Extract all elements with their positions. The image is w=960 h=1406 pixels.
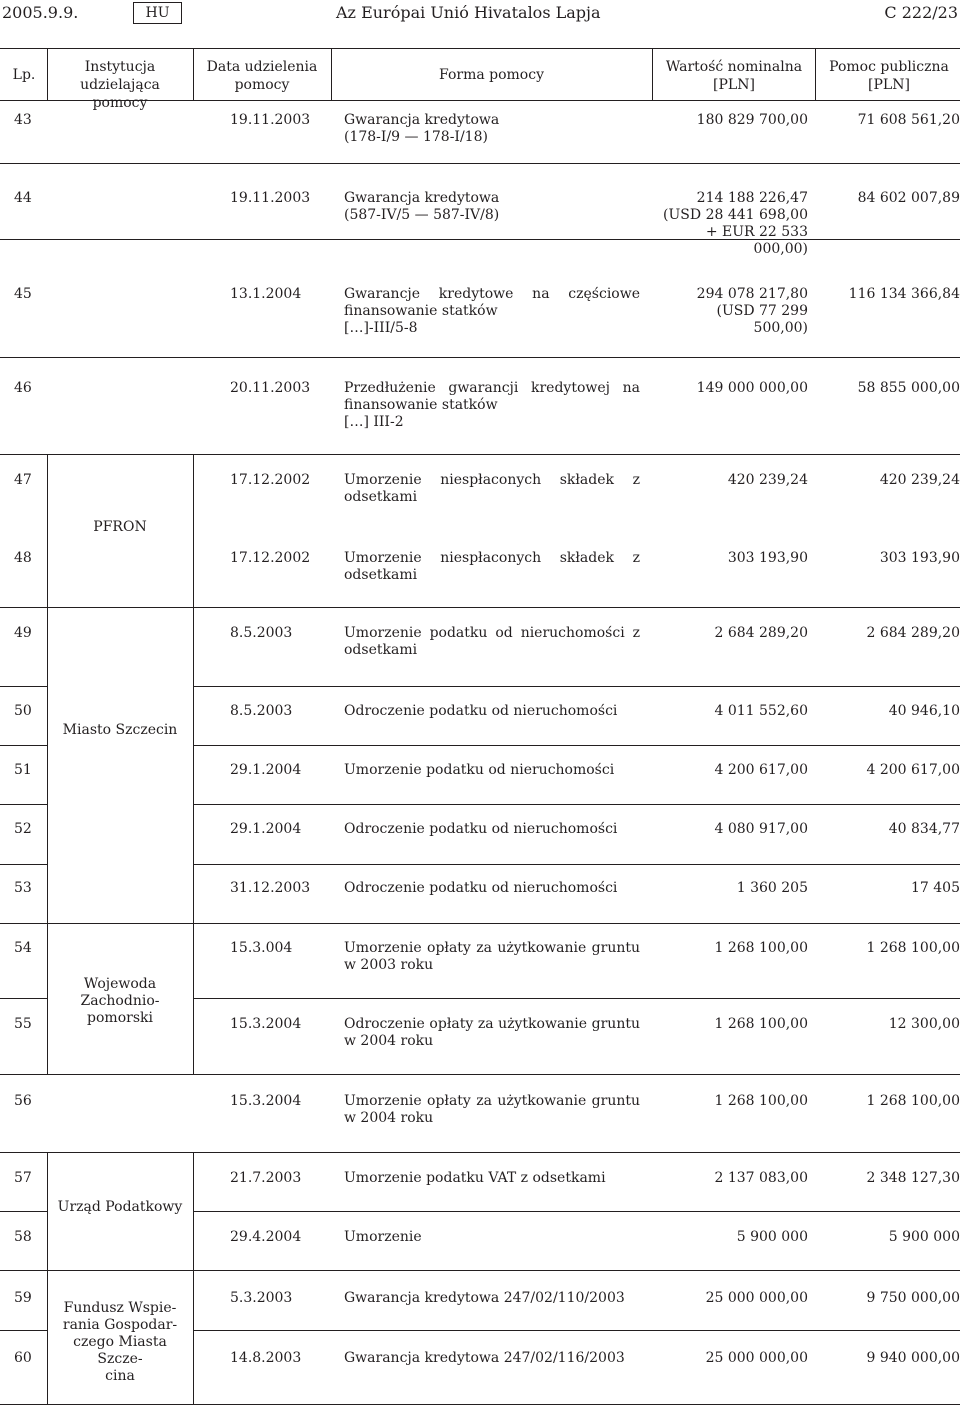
public-aid-value: 1 268 100,00 [866, 1093, 960, 1109]
column-divider [193, 924, 194, 1074]
row-separator [193, 686, 960, 687]
column-divider [193, 455, 194, 607]
column-divider [47, 1271, 48, 1404]
row-separator [0, 454, 960, 455]
row-separator [0, 864, 47, 865]
aid-form: Odroczenie opłaty za użytkowanie gruntu w 2004 roku [344, 1016, 640, 1049]
table-bottom-rule [0, 1404, 960, 1405]
grant-date: 15.3.2004 [230, 1093, 302, 1109]
row-separator [0, 239, 960, 240]
public-aid-value: 116 134 366,84 [848, 286, 960, 302]
public-aid-value: 9 750 000,00 [866, 1290, 960, 1306]
grant-date: 31.12.2003 [230, 880, 311, 896]
row-number: 47 [14, 472, 32, 488]
public-aid-value: 2 348 127,30 [866, 1170, 960, 1186]
column-divider [193, 608, 194, 923]
row-separator [0, 1330, 47, 1331]
nominal-value: 420 239,24 [727, 472, 808, 488]
column-divider [47, 924, 48, 1074]
journal-title: Az Európai Unió Hivatalos Lapja [336, 3, 601, 22]
institution-name: Wojewoda Zachodnio- pomorski [80, 976, 160, 1026]
nominal-value: 180 829 700,00 [696, 112, 808, 128]
column-header-lp: Lp. [12, 67, 36, 83]
column-divider [47, 608, 48, 923]
aid-form: Umorzenie niespłaconych składek z odsetkami [344, 472, 640, 505]
grant-date: 15.3.004 [230, 940, 293, 956]
public-aid-value: 2 684 289,20 [866, 625, 960, 641]
aid-form: Odroczenie podatku od nieruchomości [344, 703, 618, 719]
column-divider [815, 49, 816, 100]
row-separator [0, 163, 960, 164]
grant-date: 8.5.2003 [230, 625, 293, 641]
row-number: 50 [14, 703, 32, 719]
grant-date: 29.1.2004 [230, 821, 302, 837]
row-separator [0, 1152, 960, 1153]
grant-date: 29.4.2004 [230, 1229, 302, 1245]
row-separator [0, 1211, 47, 1212]
public-aid-value: 40 834,77 [888, 821, 960, 837]
public-aid-value: 84 602 007,89 [857, 190, 960, 206]
row-number: 51 [14, 762, 32, 778]
grant-date: 17.12.2002 [230, 472, 311, 488]
column-header-public: Pomoc publiczna [PLN] [829, 59, 949, 93]
publication-date: 2005.9.9. [2, 3, 79, 22]
grant-date: 19.11.2003 [230, 190, 311, 206]
aid-form: Gwarancja kredytowa 247/02/110/2003 [344, 1290, 625, 1306]
aid-form: Gwarancje kredytowe na częściowe finansowanie statków […]-III/5-8 [344, 286, 640, 336]
column-divider [193, 1153, 194, 1270]
row-separator [0, 923, 960, 924]
grant-date: 8.5.2003 [230, 703, 293, 719]
column-header-form: Forma pomocy [439, 67, 544, 83]
nominal-value: 2 684 289,20 [714, 625, 808, 641]
nominal-value: 1 268 100,00 [714, 1093, 808, 1109]
public-aid-value: 40 946,10 [888, 703, 960, 719]
public-aid-value: 1 268 100,00 [866, 940, 960, 956]
aid-form: Gwarancja kredytowa (178-I/9 — 178-I/18) [344, 112, 500, 145]
public-aid-value: 12 300,00 [888, 1016, 960, 1032]
nominal-value: 4 080 917,00 [714, 821, 808, 837]
nominal-value: 25 000 000,00 [705, 1290, 808, 1306]
row-separator [193, 998, 960, 999]
column-header-nominal: Wartość nominalna [PLN] [665, 59, 803, 93]
aid-form: Gwarancja kredytowa (587-IV/5 — 587-IV/8) [344, 190, 500, 223]
row-separator [0, 607, 960, 608]
column-divider [193, 49, 194, 100]
row-number: 45 [14, 286, 32, 302]
row-separator [193, 745, 960, 746]
row-separator [193, 1211, 960, 1212]
nominal-value: 2 137 083,00 [714, 1170, 808, 1186]
grant-date: 5.3.2003 [230, 1290, 293, 1306]
row-number: 46 [14, 380, 32, 396]
grant-date: 19.11.2003 [230, 112, 311, 128]
public-aid-value: 303 193,90 [879, 550, 960, 566]
public-aid-value: 58 855 000,00 [857, 380, 960, 396]
row-number: 44 [14, 190, 32, 206]
aid-form: Umorzenie podatku VAT z odsetkami [344, 1170, 606, 1186]
nominal-value: 5 900 000 [736, 1229, 808, 1245]
institution-name: Miasto Szczecin [62, 722, 178, 738]
row-separator [0, 1270, 960, 1271]
row-separator [0, 357, 960, 358]
nominal-value: 1 360 205 [736, 880, 808, 896]
public-aid-value: 17 405 [911, 880, 960, 896]
public-aid-value: 9 940 000,00 [866, 1350, 960, 1366]
grant-date: 17.12.2002 [230, 550, 311, 566]
row-number: 57 [14, 1170, 32, 1186]
row-separator [193, 1330, 960, 1331]
grant-date: 20.11.2003 [230, 380, 311, 396]
row-number: 49 [14, 625, 32, 641]
grant-date: 21.7.2003 [230, 1170, 302, 1186]
row-separator [0, 998, 47, 999]
page-reference: C 222/23 [884, 3, 958, 22]
language-badge: HU [133, 2, 182, 24]
grant-date: 14.8.2003 [230, 1350, 302, 1366]
aid-form: Odroczenie podatku od nieruchomości [344, 880, 618, 896]
institution-name: PFRON [93, 519, 147, 535]
nominal-value: 4 200 617,00 [714, 762, 808, 778]
aid-form: Umorzenie podatku od nieruchomości z odsetkami [344, 625, 640, 658]
row-number: 43 [14, 112, 32, 128]
nominal-value: 4 011 552,60 [714, 703, 808, 719]
nominal-value: 1 268 100,00 [714, 940, 808, 956]
aid-form: Umorzenie [344, 1229, 422, 1245]
row-number: 52 [14, 821, 32, 837]
column-divider [47, 1153, 48, 1270]
column-divider [47, 49, 48, 100]
institution-name: Fundusz Wspie- rania Gospodar- czego Miasta Szcze- cina [62, 1300, 178, 1384]
public-aid-value: 71 608 561,20 [857, 112, 960, 128]
row-separator [193, 864, 960, 865]
row-number: 54 [14, 940, 32, 956]
row-number: 48 [14, 550, 32, 566]
public-aid-value: 4 200 617,00 [866, 762, 960, 778]
aid-form: Umorzenie niespłaconych składek z odsetkami [344, 550, 640, 583]
aid-form: Przedłużenie gwarancji kredytowej na finansowanie statków […] III-2 [344, 380, 640, 430]
row-number: 58 [14, 1229, 32, 1245]
aid-form: Odroczenie podatku od nieruchomości [344, 821, 618, 837]
column-divider [47, 455, 48, 607]
nominal-value: 214 188 226,47 (USD 28 441 698,00 + EUR 22 533 000,00) [663, 190, 808, 257]
journal-header [0, 0, 960, 26]
aid-form: Umorzenie podatku od nieruchomości [344, 762, 615, 778]
grant-date: 13.1.2004 [230, 286, 302, 302]
row-separator [0, 1074, 960, 1075]
grant-date: 29.1.2004 [230, 762, 302, 778]
row-separator [0, 804, 47, 805]
row-number: 53 [14, 880, 32, 896]
row-number: 59 [14, 1290, 32, 1306]
column-divider [331, 49, 332, 100]
nominal-value: 294 078 217,80 (USD 77 299 500,00) [696, 286, 808, 336]
row-number: 55 [14, 1016, 32, 1032]
column-header-date: Data udzielenia pomocy [206, 59, 318, 93]
column-divider [652, 49, 653, 100]
column-divider [193, 1271, 194, 1404]
row-separator [0, 686, 47, 687]
nominal-value: 25 000 000,00 [705, 1350, 808, 1366]
nominal-value: 1 268 100,00 [714, 1016, 808, 1032]
row-separator [193, 804, 960, 805]
grant-date: 15.3.2004 [230, 1016, 302, 1032]
table-top-rule [0, 48, 960, 49]
public-aid-value: 420 239,24 [879, 472, 960, 488]
aid-form: Umorzenie opłaty za użytkowanie gruntu w 2003 roku [344, 940, 640, 973]
aid-form: Gwarancja kredytowa 247/02/116/2003 [344, 1350, 625, 1366]
nominal-value: 303 193,90 [727, 550, 808, 566]
row-number: 60 [14, 1350, 32, 1366]
institution-name: Urząd Podatkowy [57, 1199, 183, 1215]
public-aid-value: 5 900 000 [888, 1229, 960, 1245]
row-number: 56 [14, 1093, 32, 1109]
nominal-value: 149 000 000,00 [696, 380, 808, 396]
column-header-institution: Instytucja udzielająca pomocy [80, 59, 160, 111]
row-separator [0, 745, 47, 746]
aid-form: Umorzenie opłaty za użytkowanie gruntu w 2004 roku [344, 1093, 640, 1126]
